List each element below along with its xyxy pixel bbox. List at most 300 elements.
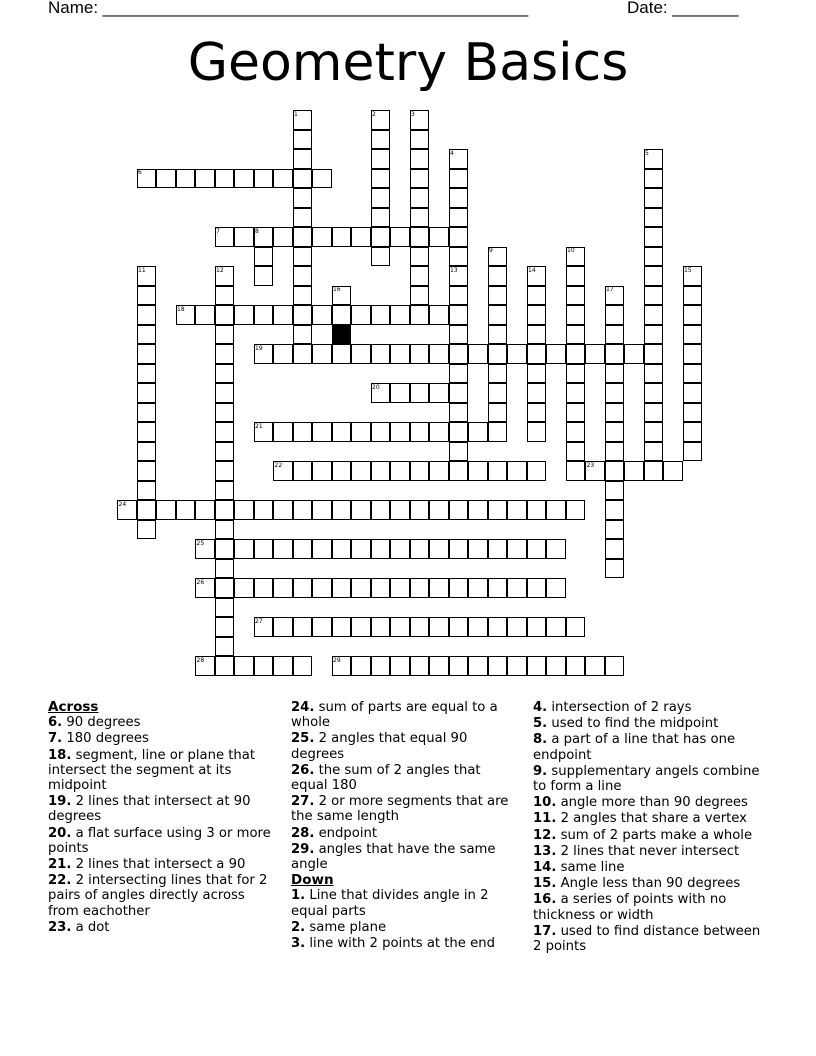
crossword-cell[interactable] [449,442,469,462]
crossword-cell[interactable] [215,169,235,189]
crossword-cell[interactable] [293,266,313,286]
crossword-cell[interactable] [390,422,410,442]
crossword-cell[interactable] [449,383,469,403]
crossword-cell[interactable] [371,539,391,559]
crossword-cell[interactable] [488,364,508,384]
crossword-cell[interactable] [527,364,547,384]
crossword-cell[interactable] [566,422,586,442]
crossword-cell[interactable] [449,325,469,345]
crossword-cell[interactable] [293,188,313,208]
crossword-cell[interactable] [644,188,664,208]
crossword-cell[interactable] [507,344,527,364]
crossword-cell[interactable] [293,305,313,325]
crossword-cell[interactable] [234,578,254,598]
crossword-cell[interactable] [566,344,586,364]
crossword-cell[interactable] [371,247,391,267]
crossword-cell[interactable] [254,500,274,520]
crossword-cell[interactable] [273,539,293,559]
crossword-cell[interactable] [410,130,430,150]
crossword-cell[interactable] [293,227,313,247]
crossword-cell[interactable] [429,500,449,520]
crossword-cell[interactable] [273,344,293,364]
crossword-cell[interactable] [527,656,547,676]
crossword-cell[interactable] [644,266,664,286]
crossword-cell[interactable] [351,500,371,520]
crossword-cell[interactable] [273,422,293,442]
crossword-cell[interactable] [351,422,371,442]
crossword-cell[interactable] [644,305,664,325]
crossword-cell[interactable] [390,461,410,481]
crossword-cell[interactable] [371,227,391,247]
crossword-cell[interactable] [215,364,235,384]
crossword-cell[interactable] [605,305,625,325]
crossword-cell[interactable] [566,364,586,384]
crossword-cell[interactable] [254,656,274,676]
crossword-cell[interactable] [215,344,235,364]
crossword-cell[interactable] [273,656,293,676]
crossword-cell[interactable] [546,500,566,520]
crossword-cell[interactable] [683,286,703,306]
crossword-cell[interactable] [215,500,235,520]
crossword-cell[interactable] [429,539,449,559]
crossword-cell[interactable] [195,169,215,189]
crossword-cell[interactable] [332,227,352,247]
crossword-cell[interactable] [488,539,508,559]
crossword-cell[interactable] [371,500,391,520]
crossword-cell[interactable] [410,500,430,520]
crossword-cell[interactable] [312,461,332,481]
crossword-cell[interactable] [449,578,469,598]
crossword-cell[interactable] [683,422,703,442]
crossword-cell[interactable] [332,500,352,520]
crossword-cell[interactable] [215,617,235,637]
crossword-cell[interactable] [488,461,508,481]
crossword-cell[interactable] [137,403,157,423]
crossword-cell[interactable] [605,559,625,579]
crossword-cell[interactable] [566,266,586,286]
crossword-cell[interactable] [137,520,157,540]
crossword-cell[interactable] [527,422,547,442]
crossword-cell[interactable] [663,461,683,481]
crossword-cell[interactable] [215,383,235,403]
crossword-cell[interactable] [488,578,508,598]
crossword-cell[interactable] [351,227,371,247]
crossword-cell[interactable] [410,461,430,481]
crossword-cell[interactable] [293,656,313,676]
crossword-cell[interactable] [273,500,293,520]
crossword-cell[interactable] [410,539,430,559]
crossword-cell[interactable] [527,325,547,345]
crossword-cell[interactable] [234,539,254,559]
crossword-cell[interactable] [410,149,430,169]
crossword-cell[interactable] [488,500,508,520]
crossword-cell[interactable] [644,403,664,423]
crossword-cell[interactable] [488,403,508,423]
crossword-cell[interactable] [605,403,625,423]
crossword-cell[interactable] [215,578,235,598]
crossword-cell[interactable] [449,539,469,559]
crossword-cell[interactable] [449,169,469,189]
crossword-cell[interactable] [527,383,547,403]
crossword-cell[interactable] [332,422,352,442]
crossword-cell[interactable] [390,617,410,637]
crossword-cell[interactable] [488,344,508,364]
crossword-cell[interactable] [215,286,235,306]
crossword-cell[interactable] [293,325,313,345]
crossword-cell[interactable] [566,403,586,423]
crossword-cell[interactable] [449,227,469,247]
crossword-cell[interactable] [449,403,469,423]
crossword-cell[interactable] [254,578,274,598]
crossword-cell[interactable] [644,208,664,228]
crossword-cell[interactable] [410,286,430,306]
crossword-cell[interactable] [683,305,703,325]
crossword-cell[interactable] [468,656,488,676]
crossword-cell[interactable] [215,598,235,618]
crossword-cell[interactable] [371,130,391,150]
crossword-cell[interactable] [527,286,547,306]
crossword-cell[interactable] [195,305,215,325]
crossword-cell[interactable] [293,422,313,442]
crossword-cell[interactable] [371,208,391,228]
crossword-cell[interactable] [312,344,332,364]
crossword-cell[interactable] [351,578,371,598]
crossword-cell[interactable] [488,325,508,345]
crossword-cell[interactable] [644,442,664,462]
crossword-cell[interactable] [605,656,625,676]
crossword-cell[interactable] [566,461,586,481]
crossword-cell[interactable] [293,149,313,169]
crossword-cell[interactable] [215,637,235,657]
crossword-cell[interactable] [254,305,274,325]
crossword-cell[interactable] [371,578,391,598]
crossword-cell[interactable] [215,325,235,345]
crossword-cell[interactable] [254,266,274,286]
crossword-cell[interactable] [351,305,371,325]
crossword-cell[interactable] [351,656,371,676]
crossword-cell[interactable] [312,227,332,247]
crossword-cell[interactable] [605,364,625,384]
crossword-cell[interactable] [468,539,488,559]
crossword-cell[interactable] [605,461,625,481]
crossword-cell[interactable] [273,169,293,189]
crossword-cell[interactable] [585,344,605,364]
crossword-cell[interactable] [137,442,157,462]
crossword-cell[interactable] [390,305,410,325]
crossword-cell[interactable] [507,500,527,520]
crossword-cell[interactable] [683,442,703,462]
crossword-cell[interactable] [488,286,508,306]
crossword-cell[interactable] [449,461,469,481]
crossword-cell[interactable] [605,344,625,364]
crossword-cell[interactable] [468,500,488,520]
crossword-cell[interactable] [566,617,586,637]
crossword-cell[interactable] [410,422,430,442]
crossword-cell[interactable] [293,286,313,306]
crossword-cell[interactable] [507,578,527,598]
crossword-cell[interactable] [605,481,625,501]
crossword-cell[interactable] [449,500,469,520]
crossword-cell[interactable] [410,208,430,228]
crossword-cell[interactable] [644,325,664,345]
crossword-cell[interactable] [137,286,157,306]
crossword-cell[interactable] [156,169,176,189]
crossword-cell[interactable] [488,422,508,442]
crossword-cell[interactable] [293,169,313,189]
crossword-cell[interactable] [527,500,547,520]
crossword-cell[interactable] [644,169,664,189]
crossword-cell[interactable] [566,305,586,325]
crossword-cell[interactable] [215,403,235,423]
crossword-cell[interactable] [644,364,664,384]
crossword-cell[interactable] [293,578,313,598]
crossword-cell[interactable] [215,656,235,676]
crossword-cell[interactable] [195,500,215,520]
crossword-cell[interactable] [410,344,430,364]
crossword-cell[interactable] [390,500,410,520]
crossword-cell[interactable] [234,169,254,189]
crossword-cell[interactable] [546,344,566,364]
crossword-cell[interactable] [644,286,664,306]
crossword-cell[interactable] [137,344,157,364]
crossword-cell[interactable] [137,481,157,501]
crossword-cell[interactable] [390,656,410,676]
crossword-cell[interactable] [624,344,644,364]
crossword-cell[interactable] [410,578,430,598]
crossword-cell[interactable] [527,461,547,481]
crossword-cell[interactable] [410,656,430,676]
crossword-cell[interactable] [410,617,430,637]
crossword-cell[interactable] [449,247,469,267]
crossword-cell[interactable] [254,169,274,189]
crossword-cell[interactable] [605,539,625,559]
crossword-cell[interactable] [527,305,547,325]
crossword-cell[interactable] [137,461,157,481]
crossword-cell[interactable] [215,461,235,481]
crossword-cell[interactable] [332,617,352,637]
crossword-cell[interactable] [624,461,644,481]
crossword-cell[interactable] [176,500,196,520]
crossword-cell[interactable] [215,520,235,540]
crossword-cell[interactable] [488,656,508,676]
crossword-cell[interactable] [566,656,586,676]
crossword-cell[interactable] [234,656,254,676]
crossword-cell[interactable] [429,461,449,481]
crossword-cell[interactable] [234,227,254,247]
crossword-cell[interactable] [312,422,332,442]
crossword-cell[interactable] [215,539,235,559]
crossword-cell[interactable] [546,617,566,637]
crossword-cell[interactable] [527,344,547,364]
crossword-cell[interactable] [351,617,371,637]
crossword-cell[interactable] [293,500,313,520]
crossword-cell[interactable] [234,500,254,520]
crossword-cell[interactable] [293,344,313,364]
crossword-cell[interactable] [449,305,469,325]
crossword-cell[interactable] [449,208,469,228]
crossword-cell[interactable] [429,227,449,247]
crossword-cell[interactable] [527,617,547,637]
crossword-cell[interactable] [312,500,332,520]
crossword-cell[interactable] [527,403,547,423]
crossword-cell[interactable] [390,344,410,364]
crossword-cell[interactable] [449,286,469,306]
crossword-cell[interactable] [527,578,547,598]
crossword-cell[interactable] [546,578,566,598]
crossword-cell[interactable] [410,383,430,403]
crossword-cell[interactable] [683,344,703,364]
crossword-cell[interactable] [605,383,625,403]
crossword-cell[interactable] [566,286,586,306]
crossword-cell[interactable] [605,442,625,462]
crossword-cell[interactable] [605,500,625,520]
crossword-cell[interactable] [410,266,430,286]
crossword-cell[interactable] [410,188,430,208]
crossword-cell[interactable] [293,130,313,150]
crossword-cell[interactable] [507,539,527,559]
crossword-cell[interactable] [351,344,371,364]
crossword-cell[interactable] [449,656,469,676]
crossword-cell[interactable] [156,500,176,520]
crossword-cell[interactable] [507,656,527,676]
crossword-cell[interactable] [332,344,352,364]
crossword-cell[interactable] [410,247,430,267]
crossword-cell[interactable] [215,559,235,579]
crossword-cell[interactable] [293,208,313,228]
crossword-cell[interactable] [312,539,332,559]
crossword-cell[interactable] [293,461,313,481]
crossword-cell[interactable] [371,422,391,442]
crossword-cell[interactable] [488,383,508,403]
crossword-cell[interactable] [137,325,157,345]
crossword-cell[interactable] [312,169,332,189]
crossword-cell[interactable] [137,364,157,384]
crossword-cell[interactable] [312,305,332,325]
crossword-cell[interactable] [390,539,410,559]
crossword-cell[interactable] [468,344,488,364]
crossword-cell[interactable] [449,617,469,637]
crossword-cell[interactable] [273,617,293,637]
crossword-cell[interactable] [176,169,196,189]
crossword-cell[interactable] [585,656,605,676]
crossword-cell[interactable] [468,578,488,598]
crossword-cell[interactable] [449,364,469,384]
crossword-cell[interactable] [332,305,352,325]
crossword-cell[interactable] [215,481,235,501]
crossword-cell[interactable] [371,461,391,481]
crossword-cell[interactable] [488,617,508,637]
crossword-cell[interactable] [644,227,664,247]
crossword-cell[interactable] [429,422,449,442]
crossword-cell[interactable] [429,617,449,637]
crossword-cell[interactable] [566,500,586,520]
crossword-cell[interactable] [605,520,625,540]
crossword-cell[interactable] [273,227,293,247]
crossword-cell[interactable] [293,247,313,267]
crossword-cell[interactable] [371,149,391,169]
crossword-cell[interactable] [605,325,625,345]
crossword-cell[interactable] [332,461,352,481]
crossword-cell[interactable] [215,305,235,325]
crossword-cell[interactable] [566,442,586,462]
crossword-cell[interactable] [234,305,254,325]
crossword-cell[interactable] [390,578,410,598]
crossword-cell[interactable] [312,578,332,598]
crossword-cell[interactable] [351,539,371,559]
crossword-cell[interactable] [293,539,313,559]
crossword-cell[interactable] [527,539,547,559]
crossword-cell[interactable] [683,364,703,384]
crossword-cell[interactable] [215,422,235,442]
crossword-cell[interactable] [351,461,371,481]
crossword-cell[interactable] [449,188,469,208]
crossword-cell[interactable] [371,617,391,637]
crossword-cell[interactable] [254,247,274,267]
crossword-cell[interactable] [293,617,313,637]
crossword-cell[interactable] [644,422,664,442]
crossword-cell[interactable] [488,305,508,325]
crossword-cell[interactable] [429,305,449,325]
crossword-cell[interactable] [566,325,586,345]
crossword-cell[interactable] [137,422,157,442]
crossword-cell[interactable] [254,539,274,559]
crossword-cell[interactable] [488,266,508,286]
crossword-cell[interactable] [371,188,391,208]
crossword-cell[interactable] [429,656,449,676]
crossword-cell[interactable] [644,247,664,267]
crossword-cell[interactable] [644,461,664,481]
crossword-cell[interactable] [644,344,664,364]
crossword-cell[interactable] [137,500,157,520]
crossword-cell[interactable] [468,617,488,637]
crossword-cell[interactable] [371,344,391,364]
crossword-cell[interactable] [410,169,430,189]
crossword-cell[interactable] [137,383,157,403]
crossword-cell[interactable] [683,383,703,403]
crossword-cell[interactable] [410,305,430,325]
crossword-cell[interactable] [371,169,391,189]
crossword-cell[interactable] [468,422,488,442]
crossword-cell[interactable] [137,305,157,325]
crossword-cell[interactable] [683,325,703,345]
crossword-cell[interactable] [507,461,527,481]
crossword-cell[interactable] [371,305,391,325]
crossword-cell[interactable] [449,422,469,442]
crossword-cell[interactable] [449,344,469,364]
crossword-cell[interactable] [273,578,293,598]
crossword-cell[interactable] [410,227,430,247]
crossword-cell[interactable] [507,617,527,637]
crossword-cell[interactable] [468,461,488,481]
crossword-cell[interactable] [644,383,664,403]
crossword-cell[interactable] [332,578,352,598]
crossword-cell[interactable] [390,383,410,403]
crossword-cell[interactable] [605,422,625,442]
crossword-cell[interactable] [273,305,293,325]
crossword-cell[interactable] [332,539,352,559]
crossword-cell[interactable] [429,344,449,364]
crossword-cell[interactable] [546,539,566,559]
crossword-cell[interactable] [390,227,410,247]
crossword-cell[interactable] [312,617,332,637]
crossword-cell[interactable] [371,656,391,676]
crossword-cell[interactable] [546,656,566,676]
crossword-cell[interactable] [429,578,449,598]
crossword-cell[interactable] [429,383,449,403]
crossword-cell[interactable] [215,442,235,462]
crossword-cell[interactable] [683,403,703,423]
crossword-cell[interactable] [566,383,586,403]
